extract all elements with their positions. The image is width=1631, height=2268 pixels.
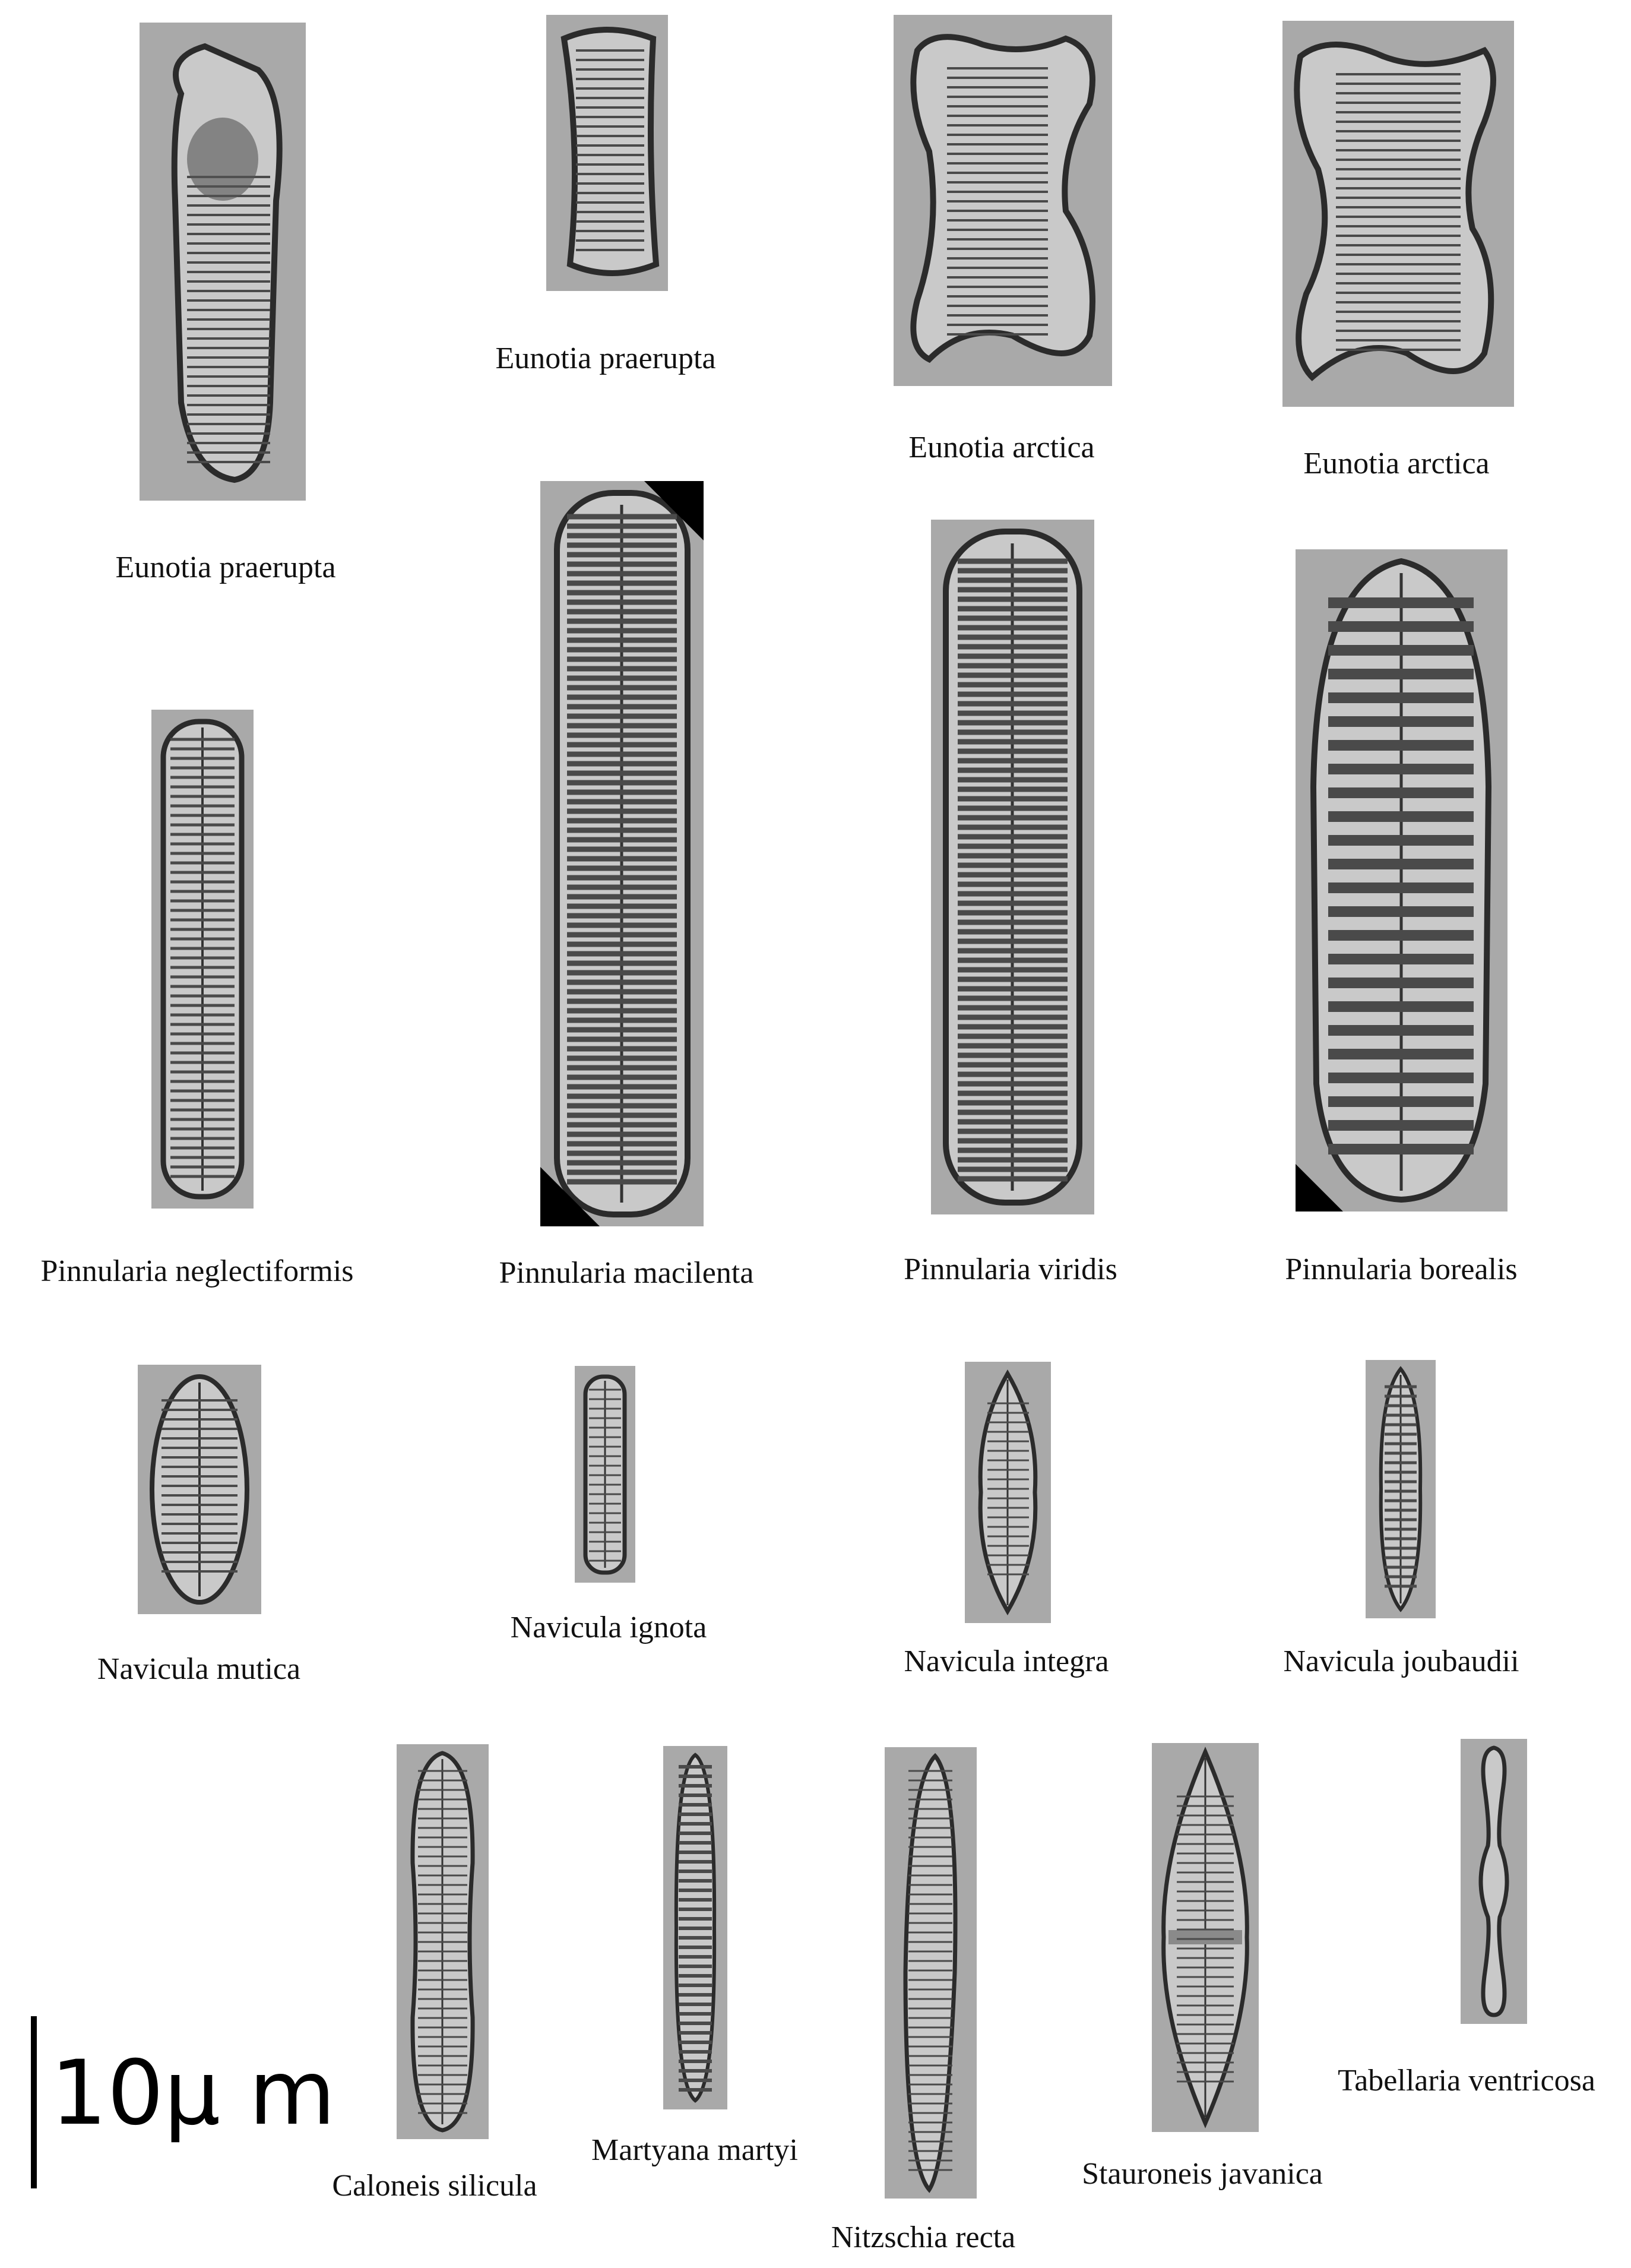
diatom-micrograph bbox=[1152, 1743, 1259, 2132]
specimen-image-eunotia-praerupta-2 bbox=[546, 15, 668, 291]
specimen-image-navicula-ignota bbox=[575, 1366, 635, 1583]
specimen-label-pinnularia-neglectiformis: Pinnularia neglectiformis bbox=[40, 1254, 354, 1288]
specimen-label-navicula-joubaudii: Navicula joubaudii bbox=[1283, 1644, 1519, 1678]
diatom-micrograph bbox=[540, 481, 704, 1226]
specimen-label-eunotia-praerupta-2: Eunotia praerupta bbox=[495, 341, 716, 375]
diatom-micrograph bbox=[663, 1746, 727, 2109]
specimen-image-eunotia-arctica-1 bbox=[894, 15, 1112, 386]
specimen-image-tabellaria-ventricosa bbox=[1461, 1739, 1527, 2024]
diatom-micrograph bbox=[965, 1362, 1051, 1623]
specimen-image-caloneis-silicula bbox=[397, 1744, 489, 2139]
scale-bar-label: 10μ m bbox=[50, 2042, 336, 2145]
specimen-label-pinnularia-borealis: Pinnularia borealis bbox=[1285, 1252, 1518, 1286]
specimen-image-navicula-joubaudii bbox=[1366, 1360, 1436, 1618]
diatom-micrograph bbox=[885, 1747, 977, 2199]
specimen-label-navicula-mutica: Navicula mutica bbox=[97, 1652, 301, 1686]
diatom-micrograph bbox=[575, 1366, 635, 1583]
specimen-image-eunotia-praerupta-1 bbox=[140, 23, 306, 501]
diatom-micrograph bbox=[1296, 549, 1508, 1212]
specimen-image-navicula-integra bbox=[965, 1362, 1051, 1623]
specimen-label-nitzschia-recta: Nitzschia recta bbox=[831, 2220, 1016, 2254]
specimen-label-eunotia-arctica-1: Eunotia arctica bbox=[908, 431, 1095, 464]
specimen-image-pinnularia-borealis bbox=[1296, 549, 1508, 1212]
specimen-label-navicula-integra: Navicula integra bbox=[904, 1644, 1109, 1678]
diatom-micrograph bbox=[1282, 21, 1514, 407]
diatom-micrograph bbox=[931, 520, 1094, 1214]
specimen-label-tabellaria-ventricosa: Tabellaria ventricosa bbox=[1338, 2064, 1595, 2098]
specimen-label-eunotia-arctica-2: Eunotia arctica bbox=[1303, 447, 1490, 480]
specimen-image-stauroneis-javanica bbox=[1152, 1743, 1259, 2132]
specimen-image-navicula-mutica bbox=[138, 1365, 261, 1614]
diatom-micrograph bbox=[138, 1365, 261, 1614]
diatom-micrograph bbox=[546, 15, 668, 291]
specimen-label-navicula-ignota: Navicula ignota bbox=[510, 1611, 707, 1644]
diatom-micrograph bbox=[397, 1744, 489, 2139]
specimen-label-pinnularia-macilenta: Pinnularia macilenta bbox=[499, 1256, 754, 1290]
diatom-micrograph bbox=[151, 710, 254, 1209]
specimen-label-caloneis-silicula: Caloneis silicula bbox=[332, 2169, 537, 2203]
diatom-micrograph bbox=[1366, 1360, 1436, 1618]
specimen-image-martyana-martyi bbox=[663, 1746, 727, 2109]
specimen-label-martyana-martyi: Martyana martyi bbox=[591, 2133, 798, 2167]
specimen-image-eunotia-arctica-2 bbox=[1282, 21, 1514, 407]
diatom-micrograph bbox=[140, 23, 306, 501]
diatom-micrograph bbox=[1461, 1739, 1527, 2024]
specimen-label-stauroneis-javanica: Stauroneis javanica bbox=[1082, 2157, 1323, 2191]
diatom-micrograph bbox=[894, 15, 1112, 386]
specimen-image-pinnularia-neglectiformis bbox=[151, 710, 254, 1209]
scale-bar bbox=[31, 2016, 37, 2188]
specimen-label-pinnularia-viridis: Pinnularia viridis bbox=[904, 1252, 1117, 1286]
specimen-label-eunotia-praerupta-1: Eunotia praerupta bbox=[115, 551, 336, 584]
specimen-image-nitzschia-recta bbox=[885, 1747, 977, 2199]
specimen-image-pinnularia-viridis bbox=[931, 520, 1094, 1214]
specimen-image-pinnularia-macilenta bbox=[540, 481, 704, 1226]
